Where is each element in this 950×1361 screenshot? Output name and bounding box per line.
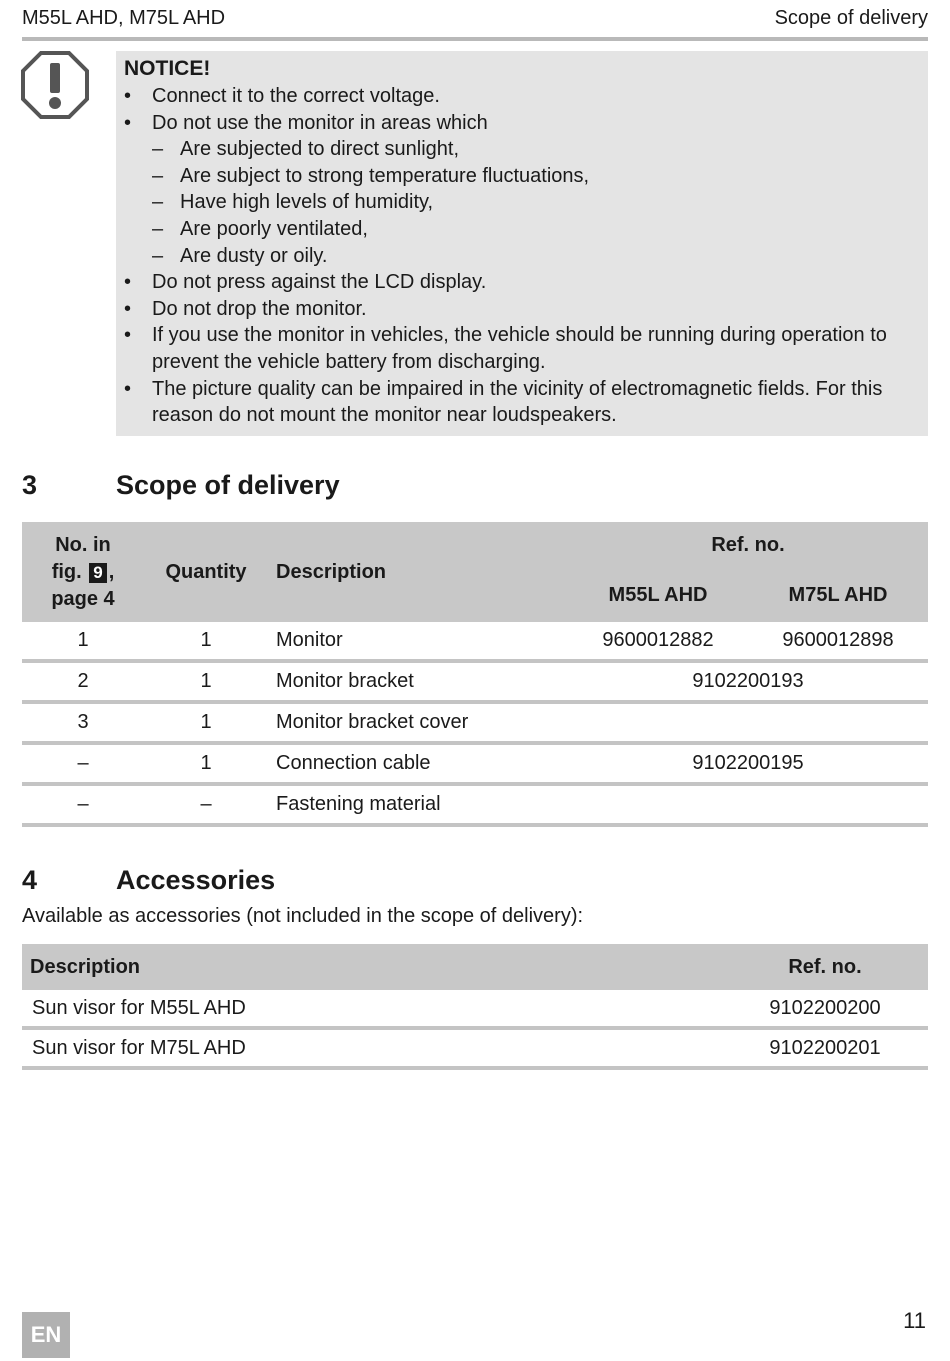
col-header-quantity: Quantity bbox=[144, 522, 268, 622]
scope-table bbox=[22, 522, 928, 827]
col-header-ref-no: Ref. no. bbox=[568, 522, 928, 568]
notice-box bbox=[116, 51, 928, 436]
notice-title: NOTICE! bbox=[124, 57, 211, 80]
header-section: Scope of delivery bbox=[774, 7, 928, 29]
language-badge: EN bbox=[22, 1312, 70, 1358]
accessories-intro: Available as accessories (not included in the scope of delivery): bbox=[22, 905, 584, 927]
notice-item: • Do not press against the LCD display. bbox=[124, 271, 487, 294]
page-number: 11 bbox=[903, 1308, 926, 1333]
section-title: Accessories bbox=[116, 865, 276, 895]
accessories-table bbox=[22, 944, 928, 1070]
table-row: 3 1 Monitor bracket cover bbox=[22, 702, 928, 743]
section-title: Scope of delivery bbox=[116, 470, 340, 500]
section-number: 4 bbox=[22, 865, 38, 895]
notice-subitem: – Have high levels of humidity, bbox=[152, 191, 434, 214]
table-row: 1 1 Monitor 9600012882 9600012898 bbox=[22, 622, 928, 661]
notice-subitem: – Are subject to strong temperature fluctuations, bbox=[152, 164, 590, 187]
col-header-m75: M75L AHD bbox=[748, 568, 928, 622]
header-product: M55L AHD, M75L AHD bbox=[22, 7, 226, 29]
col-header-m55: M55L AHD bbox=[568, 568, 748, 622]
figure-badge: 9 bbox=[89, 563, 106, 583]
col-header-no: No. in fig. 9 , page 4 bbox=[22, 522, 144, 622]
notice-item: • Connect it to the correct voltage. bbox=[124, 85, 440, 107]
notice-item: • The picture quality can be impaired in the vicinity of electromagnetic fields. For this reason do not mount the monitor near loudspeakers. bbox=[124, 377, 883, 427]
notice-item: • If you use the monitor in vehicles, the vehicle should be running during operation to prevent the vehicle battery from discharging. bbox=[124, 324, 887, 373]
col-header-description: Description bbox=[22, 944, 722, 990]
section-number: 3 bbox=[22, 470, 38, 500]
table-row: – – Fastening material bbox=[22, 784, 928, 825]
table-row: Sun visor for M75L AHD 9102200201 bbox=[22, 1028, 928, 1068]
notice-item: • Do not drop the monitor. bbox=[124, 297, 367, 320]
notice-subitem: – Are subjected to direct sunlight, bbox=[152, 138, 460, 161]
col-header-ref-no: Ref. no. bbox=[722, 944, 928, 990]
notice-item: • Do not use the monitor in areas which bbox=[124, 111, 488, 134]
col-header-description: Description bbox=[268, 522, 568, 622]
notice-subitem: – Are poorly ventilated, bbox=[152, 217, 368, 240]
exclamation-octagon-icon bbox=[20, 50, 90, 120]
table-row: Sun visor for M55L AHD 9102200200 bbox=[22, 990, 928, 1028]
header-rule bbox=[22, 37, 928, 41]
table-row: 2 1 Monitor bracket 9102200193 bbox=[22, 661, 928, 702]
notice-subitem: – Are dusty or oily. bbox=[152, 244, 328, 267]
table-row: – 1 Connection cable 9102200195 bbox=[22, 743, 928, 784]
